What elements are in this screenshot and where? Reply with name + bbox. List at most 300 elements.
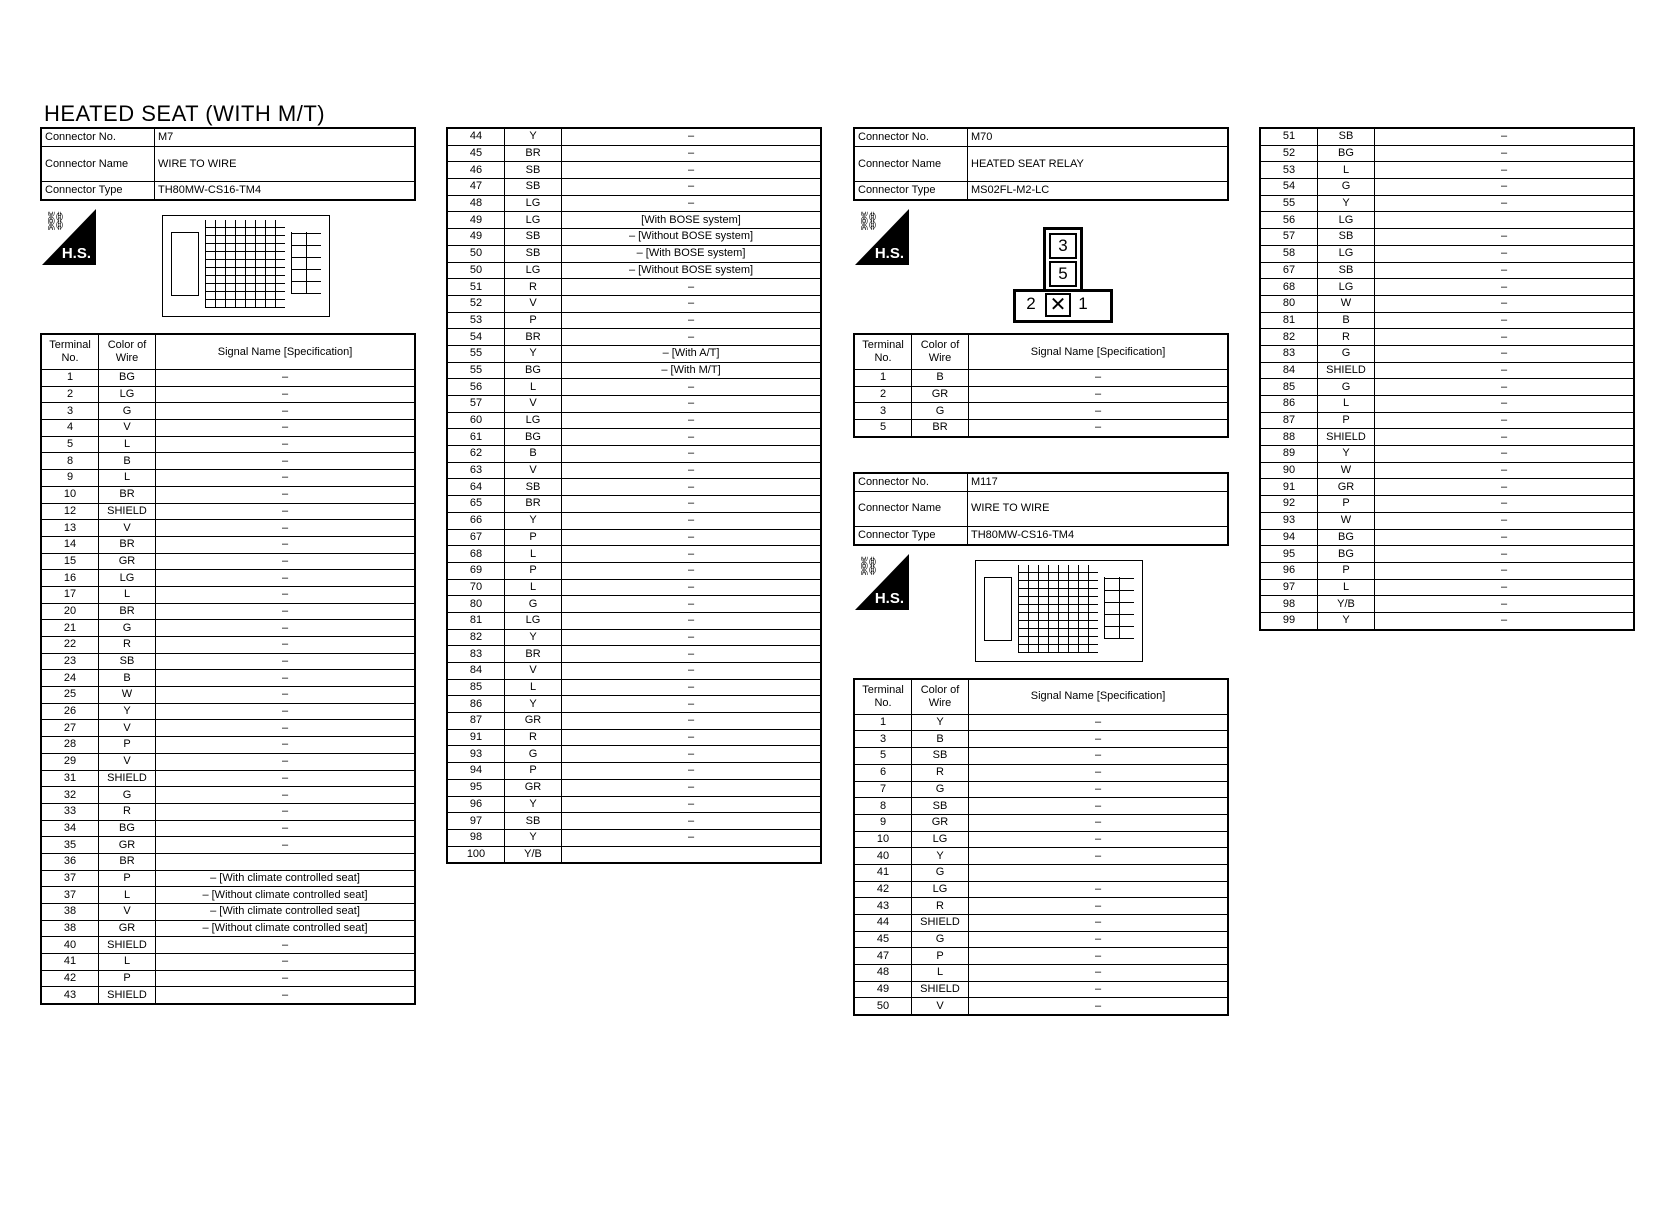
- table-row: [447, 245, 821, 262]
- terminal-no: 92: [1260, 496, 1318, 513]
- wire-color: LG: [505, 212, 562, 229]
- wire-color: SHIELD: [1318, 362, 1375, 379]
- terminal-no: 5: [41, 436, 99, 453]
- wire-color: LG: [505, 412, 562, 429]
- signal-name: –: [156, 403, 416, 420]
- relay-empty-cavity: ✕: [1045, 293, 1071, 317]
- terminal-no: 97: [447, 813, 505, 830]
- table-row: [1260, 145, 1634, 162]
- wire-color: SB: [1318, 262, 1375, 279]
- terminal-no: 93: [1260, 512, 1318, 529]
- terminal-no: 47: [854, 948, 912, 965]
- table-row: [41, 887, 415, 904]
- signal-name: –: [1375, 162, 1635, 179]
- table-row: [1260, 596, 1634, 613]
- m70-pin-table: [853, 333, 1229, 438]
- terminal-no: 84: [1260, 362, 1318, 379]
- signal-name: –: [156, 370, 416, 387]
- signal-name: –: [562, 195, 822, 212]
- table-row: [1260, 429, 1634, 446]
- connector-no-value: M70: [968, 128, 1229, 147]
- signal-name: –: [1375, 145, 1635, 162]
- table-row: [447, 479, 821, 496]
- signal-name: –: [562, 629, 822, 646]
- wire-color: Y: [912, 714, 969, 731]
- table-row: [1260, 396, 1634, 413]
- signal-name: –: [156, 520, 416, 537]
- wire-color: SB: [505, 479, 562, 496]
- signal-name: –: [156, 536, 416, 553]
- terminal-no: 56: [1260, 212, 1318, 229]
- terminal-no: 49: [447, 212, 505, 229]
- signal-name: –: [1375, 345, 1635, 362]
- signal-name: –: [562, 546, 822, 563]
- signal-name: –: [562, 312, 822, 329]
- wire-color: BR: [505, 145, 562, 162]
- wire-color: BR: [912, 420, 969, 437]
- signal-name: –: [156, 770, 416, 787]
- terminal-no: 87: [447, 713, 505, 730]
- table-row: [447, 128, 821, 145]
- terminal-no: 91: [1260, 479, 1318, 496]
- signal-name: –: [156, 620, 416, 637]
- table-row: [447, 746, 821, 763]
- wire-color: G: [505, 746, 562, 763]
- terminal-no: 54: [447, 329, 505, 346]
- signal-name: –: [1375, 245, 1635, 262]
- wire-color: L: [99, 436, 156, 453]
- table-row: [854, 748, 1228, 765]
- signal-name: – [Without BOSE system]: [562, 229, 822, 246]
- table-row: [41, 937, 415, 954]
- terminal-no: 26: [41, 703, 99, 720]
- signal-name: –: [562, 512, 822, 529]
- table-row: [854, 915, 1228, 932]
- signal-name: –: [562, 396, 822, 413]
- terminal-no: 13: [41, 520, 99, 537]
- signal-name: –: [1375, 562, 1635, 579]
- wire-color: Y: [505, 696, 562, 713]
- terminal-no: 2: [854, 386, 912, 403]
- terminal-no: 10: [41, 486, 99, 503]
- table-row: [1260, 546, 1634, 563]
- table-row: [447, 729, 821, 746]
- signal-name: –: [1375, 529, 1635, 546]
- wire-color: BR: [505, 329, 562, 346]
- wire-color: P: [912, 948, 969, 965]
- table-row: [447, 696, 821, 713]
- signal-name: –: [156, 820, 416, 837]
- wire-color: P: [1318, 562, 1375, 579]
- table-row: [447, 529, 821, 546]
- wire-color: SB: [912, 748, 969, 765]
- wire-color: LG: [99, 386, 156, 403]
- signal-name: –: [156, 586, 416, 603]
- terminal-no: 20: [41, 603, 99, 620]
- signal-name: –: [969, 898, 1229, 915]
- terminal-no: 45: [447, 145, 505, 162]
- terminal-no: 43: [41, 987, 99, 1004]
- table-row: [447, 512, 821, 529]
- signal-name: –: [156, 553, 416, 570]
- wire-color: L: [99, 887, 156, 904]
- terminal-no: 68: [447, 546, 505, 563]
- table-row: [1260, 529, 1634, 546]
- signal-name: –: [156, 703, 416, 720]
- table-row: [447, 546, 821, 563]
- signal-name: –: [562, 596, 822, 613]
- signal-name: –: [156, 386, 416, 403]
- table-row: [41, 370, 415, 387]
- wire-color: Y: [505, 796, 562, 813]
- table-row: [854, 831, 1228, 848]
- terminal-no: 49: [854, 981, 912, 998]
- terminal-no: 9: [41, 470, 99, 487]
- terminal-no: 5: [854, 748, 912, 765]
- table-row: [447, 212, 821, 229]
- wire-color: SB: [912, 798, 969, 815]
- table-row: [1260, 512, 1634, 529]
- connector-name-value: WIRE TO WIRE: [155, 147, 416, 182]
- terminal-no: 3: [854, 731, 912, 748]
- signal-name: –: [562, 145, 822, 162]
- wire-color: B: [99, 670, 156, 687]
- relay-pin-1: 1: [1078, 294, 1088, 313]
- terminal-no: 82: [447, 629, 505, 646]
- wire-color: LG: [99, 570, 156, 587]
- signal-name: –: [969, 948, 1229, 965]
- table-row: [447, 629, 821, 646]
- signal-name: –: [1375, 579, 1635, 596]
- terminal-no: 83: [1260, 345, 1318, 362]
- table-row: [447, 229, 821, 246]
- table-row: [1260, 179, 1634, 196]
- table-row: [1260, 479, 1634, 496]
- wire-color: L: [505, 546, 562, 563]
- wire-color: P: [505, 529, 562, 546]
- table-row: [447, 779, 821, 796]
- wire-color: G: [912, 864, 969, 881]
- table-row: [447, 562, 821, 579]
- signal-name: –: [562, 179, 822, 196]
- signal-name: –: [156, 453, 416, 470]
- table-row: [41, 787, 415, 804]
- table-row: [41, 870, 415, 887]
- table-row: [447, 663, 821, 680]
- signal-name: – [With BOSE system]: [562, 245, 822, 262]
- table-row: [447, 813, 821, 830]
- signal-name: –: [156, 653, 416, 670]
- wire-color: Y: [505, 629, 562, 646]
- signal-name: –: [562, 279, 822, 296]
- wire-color: L: [1318, 396, 1375, 413]
- wire-color: LG: [1318, 212, 1375, 229]
- wire-color: LG: [912, 831, 969, 848]
- table-row: [854, 848, 1228, 865]
- table-row: [854, 981, 1228, 998]
- wire-color: L: [505, 379, 562, 396]
- wire-color: BR: [99, 853, 156, 870]
- signal-name: –: [969, 965, 1229, 982]
- label-connector-no: Connector No.: [854, 473, 968, 492]
- signal-name: –: [156, 987, 416, 1004]
- wire-color: Y: [1318, 446, 1375, 463]
- terminal-no: 44: [447, 128, 505, 145]
- table-row: [41, 853, 415, 870]
- terminal-no: 87: [1260, 412, 1318, 429]
- hs-icon: ⛓ H.S.: [855, 554, 909, 610]
- wire-color: SB: [99, 653, 156, 670]
- terminal-no: 96: [1260, 562, 1318, 579]
- signal-name: –: [156, 486, 416, 503]
- table-row: [41, 386, 415, 403]
- terminal-no: 57: [447, 396, 505, 413]
- signal-name: –: [156, 420, 416, 437]
- signal-name: – [Without climate controlled seat]: [156, 887, 416, 904]
- signal-name: – [With climate controlled seat]: [156, 870, 416, 887]
- signal-name: –: [969, 420, 1229, 437]
- wire-color: V: [505, 295, 562, 312]
- wire-color: BR: [99, 536, 156, 553]
- wire-color: V: [505, 663, 562, 680]
- connector-no-value: M7: [155, 128, 416, 147]
- signal-name: [With BOSE system]: [562, 212, 822, 229]
- page-title: HEATED SEAT (WITH M/T): [44, 101, 326, 126]
- table-row: [41, 570, 415, 587]
- table-row: [41, 970, 415, 987]
- table-row: [41, 920, 415, 937]
- wire-color: SHIELD: [912, 981, 969, 998]
- terminal-no: 37: [41, 870, 99, 887]
- wire-color: SHIELD: [912, 915, 969, 932]
- terminal-no: 62: [447, 446, 505, 463]
- table-row: [41, 553, 415, 570]
- signal-name: –: [562, 295, 822, 312]
- terminal-no: 38: [41, 904, 99, 921]
- signal-name: –: [1375, 546, 1635, 563]
- wire-color: G: [99, 403, 156, 420]
- signal-name: [969, 864, 1229, 881]
- table-row: [447, 446, 821, 463]
- terminal-no: 63: [447, 462, 505, 479]
- connector-m117-info: [853, 472, 1229, 546]
- terminal-no: 5: [854, 420, 912, 437]
- table-row: [447, 329, 821, 346]
- wire-color: Y/B: [1318, 596, 1375, 613]
- table-row: [1260, 329, 1634, 346]
- table-row: [1260, 295, 1634, 312]
- terminal-no: 1: [854, 370, 912, 387]
- wire-color: Y: [1318, 612, 1375, 629]
- terminal-no: 88: [1260, 429, 1318, 446]
- signal-name: – [Without climate controlled seat]: [156, 920, 416, 937]
- terminal-no: 64: [447, 479, 505, 496]
- table-row: [854, 781, 1228, 798]
- terminal-no: 28: [41, 737, 99, 754]
- terminal-no: 47: [447, 179, 505, 196]
- wire-color: SHIELD: [99, 987, 156, 1004]
- table-row: [447, 829, 821, 846]
- terminal-no: 86: [447, 696, 505, 713]
- signal-name: –: [1375, 329, 1635, 346]
- label-connector-type: Connector Type: [854, 182, 968, 201]
- connector-face-icon: [975, 560, 1143, 662]
- table-row: [41, 586, 415, 603]
- wire-color: BR: [505, 646, 562, 663]
- terminal-no: 9: [854, 814, 912, 831]
- signal-name: –: [1375, 362, 1635, 379]
- m7-continued-pin-table: [446, 127, 822, 864]
- signal-name: –: [969, 781, 1229, 798]
- terminal-no: 14: [41, 536, 99, 553]
- signal-name: –: [562, 813, 822, 830]
- signal-name: – [With M/T]: [562, 362, 822, 379]
- wire-color: GR: [912, 814, 969, 831]
- wire-color: B: [1318, 312, 1375, 329]
- signal-name: –: [1375, 195, 1635, 212]
- signal-name: –: [156, 937, 416, 954]
- signal-name: –: [562, 646, 822, 663]
- wire-color: B: [505, 446, 562, 463]
- wire-color: SHIELD: [99, 503, 156, 520]
- table-row: [41, 904, 415, 921]
- connector-m7-continued-panel: [446, 127, 822, 864]
- signal-name: –: [562, 562, 822, 579]
- col-color-of-wire: Color of Wire: [912, 334, 969, 370]
- signal-name: –: [156, 753, 416, 770]
- terminal-no: 60: [447, 412, 505, 429]
- terminal-no: 53: [1260, 162, 1318, 179]
- terminal-no: 1: [41, 370, 99, 387]
- terminal-no: 80: [447, 596, 505, 613]
- terminal-no: 95: [447, 779, 505, 796]
- signal-name: –: [156, 803, 416, 820]
- hs-icon: ⛓ H.S.: [855, 209, 909, 265]
- table-row: [447, 596, 821, 613]
- signal-name: [1375, 212, 1635, 229]
- terminal-no: 85: [447, 679, 505, 696]
- wire-color: LG: [912, 881, 969, 898]
- table-row: [447, 713, 821, 730]
- table-row: [447, 162, 821, 179]
- wire-color: LG: [505, 612, 562, 629]
- wire-color: G: [99, 787, 156, 804]
- signal-name: –: [562, 412, 822, 429]
- table-row: [1260, 245, 1634, 262]
- table-row: [1260, 229, 1634, 246]
- signal-name: –: [562, 796, 822, 813]
- connector-type-value: TH80MW-CS16-TM4: [155, 182, 416, 201]
- wire-color: V: [99, 420, 156, 437]
- col-terminal-no: Terminal No.: [41, 334, 99, 370]
- signal-name: –: [562, 763, 822, 780]
- table-row: [1260, 462, 1634, 479]
- table-row: [447, 312, 821, 329]
- signal-name: –: [969, 998, 1229, 1015]
- terminal-no: 99: [1260, 612, 1318, 629]
- signal-name: –: [562, 729, 822, 746]
- wire-color: V: [505, 462, 562, 479]
- signal-name: [156, 853, 416, 870]
- table-row: [447, 179, 821, 196]
- wire-color: G: [912, 781, 969, 798]
- signal-name: –: [969, 370, 1229, 387]
- terminal-no: 51: [447, 279, 505, 296]
- wire-color: L: [505, 579, 562, 596]
- terminal-no: 41: [41, 954, 99, 971]
- label-connector-name: Connector Name: [854, 491, 968, 526]
- table-row: [854, 420, 1228, 437]
- wire-color: W: [1318, 512, 1375, 529]
- signal-name: –: [156, 503, 416, 520]
- wire-color: SHIELD: [99, 937, 156, 954]
- table-row: [41, 486, 415, 503]
- signal-name: –: [562, 779, 822, 796]
- terminal-no: 50: [447, 245, 505, 262]
- connector-m7-info: [40, 127, 416, 201]
- wire-color: BG: [505, 429, 562, 446]
- connector-name-value: WIRE TO WIRE: [968, 491, 1229, 526]
- table-row: [41, 737, 415, 754]
- terminal-no: 54: [1260, 179, 1318, 196]
- terminal-no: 22: [41, 637, 99, 654]
- table-row: [41, 603, 415, 620]
- terminal-no: 94: [1260, 529, 1318, 546]
- signal-name: –: [1375, 262, 1635, 279]
- table-row: [447, 145, 821, 162]
- wire-color: P: [99, 870, 156, 887]
- wire-color: GR: [505, 713, 562, 730]
- signal-name: –: [156, 470, 416, 487]
- terminal-no: 1: [854, 714, 912, 731]
- terminal-no: 21: [41, 620, 99, 637]
- table-row: [854, 386, 1228, 403]
- table-row: [41, 987, 415, 1004]
- terminal-no: 32: [41, 787, 99, 804]
- hs-icon: ⛓ H.S.: [42, 209, 96, 265]
- table-row: [854, 898, 1228, 915]
- m117-continued-pin-table: [1259, 127, 1635, 631]
- wire-color: SB: [505, 813, 562, 830]
- terminal-no: 51: [1260, 128, 1318, 145]
- connector-m70-diagram: [853, 201, 1229, 333]
- signal-name: –: [562, 663, 822, 680]
- m117-pin-table: [853, 678, 1229, 1016]
- wire-color: L: [99, 954, 156, 971]
- signal-name: –: [1375, 279, 1635, 296]
- terminal-no: 16: [41, 570, 99, 587]
- wire-color: Y: [912, 848, 969, 865]
- table-row: [854, 881, 1228, 898]
- table-row: [41, 653, 415, 670]
- table-row: [447, 279, 821, 296]
- terminal-no: 81: [447, 612, 505, 629]
- table-row: [447, 396, 821, 413]
- wire-color: G: [99, 620, 156, 637]
- table-row: [447, 579, 821, 596]
- wire-color: Y: [1318, 195, 1375, 212]
- wire-color: P: [99, 737, 156, 754]
- signal-name: – [With A/T]: [562, 345, 822, 362]
- wire-color: Y: [505, 512, 562, 529]
- label-connector-name: Connector Name: [41, 147, 155, 182]
- terminal-no: 80: [1260, 295, 1318, 312]
- wire-color: R: [912, 898, 969, 915]
- terminal-no: 67: [447, 529, 505, 546]
- signal-name: –: [562, 128, 822, 145]
- table-row: [41, 820, 415, 837]
- signal-name: –: [1375, 512, 1635, 529]
